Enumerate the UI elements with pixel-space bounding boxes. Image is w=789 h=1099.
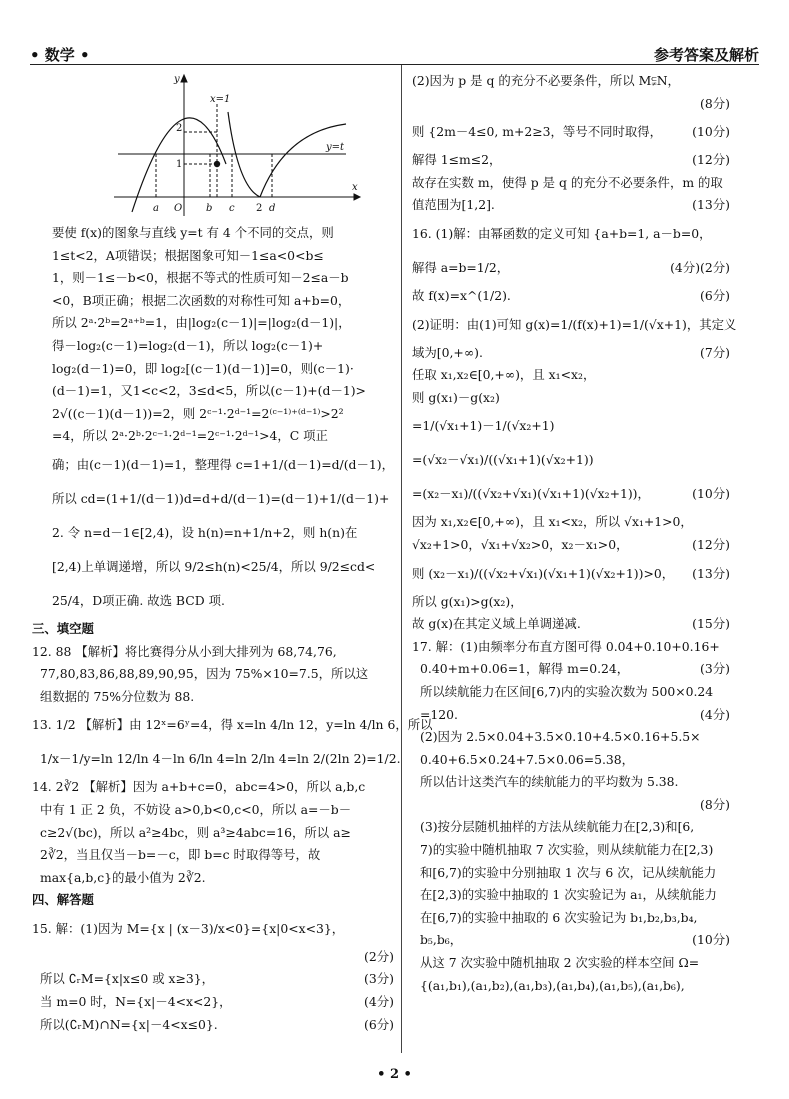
line-text: 所以 ∁ᵣM={x|x≤0 或 x≥3}， [40, 971, 215, 987]
line-text: b₅,b₆， [420, 932, 463, 948]
text-line: c≥2√(bc)，所以 a²≥4bc，则 a³≥4abc=16，所以 a≥ [40, 824, 351, 840]
line-text: 和[6,7)的实验中分别抽取 1 次与 6 次，记从续航能力 [420, 864, 717, 880]
text-line [412, 862, 730, 885]
text-line: 25/4，D项正确. 故选 BCD 项. [52, 592, 225, 608]
text-line [412, 907, 730, 930]
line-text: 则 g(x₁)－g(x₂) [412, 389, 500, 405]
text-line [32, 1014, 394, 1037]
line-text: 故 g(x)在其定义域上单调递减. [412, 616, 581, 632]
left-column [32, 222, 433, 1036]
text-line: <0，B项正确；根据二次函数的对称性可知 a+b=0， [52, 292, 351, 308]
line-text: 解得 a=b=1/2， [412, 259, 510, 275]
text-line: (d－1)=1，又1<c<2，3≤d<5，所以(c－1)+(d－1)> [52, 383, 366, 399]
text-line [412, 115, 730, 149]
graph-line-x1-label: x=1 [210, 94, 231, 105]
text-line: 1，则－1≤－b<0，根据不等式的性质可知－2≤a－b [52, 270, 349, 286]
text-line: 12. 88 【解析】将比赛得分从小到大排列为 68,74,76, [32, 643, 337, 659]
text-line [412, 342, 730, 365]
question-15-part1 [32, 912, 394, 1036]
text-line [412, 726, 730, 749]
line-text: 从这 7 次实验中随机抽取 2 次实验的样本空间 Ω= [420, 955, 700, 971]
line-text: (2)因为 p 是 q 的充分不必要条件，所以 M⫋N， [412, 73, 680, 88]
line-text: 17. 解：(1)由频率分布直方图可得 0.04+0.10+0.16+ [412, 638, 720, 654]
text-line [412, 975, 730, 998]
graph-tick-1: 1 [176, 159, 183, 170]
score: (15分) [692, 616, 730, 632]
graph-x-a: a [153, 203, 159, 214]
text-line [412, 511, 730, 534]
text-line [412, 749, 730, 772]
text-line [412, 704, 730, 727]
text-line [32, 991, 394, 1014]
text-line [412, 172, 730, 195]
text-line [412, 771, 730, 794]
graph-y-label: y [174, 74, 180, 85]
text-line [412, 477, 730, 511]
text-line [412, 149, 730, 172]
score: (6分) [364, 1016, 394, 1032]
graph-line-yt-label: y=t [326, 142, 345, 153]
score: (10分) [692, 124, 730, 140]
right-column [412, 70, 737, 997]
column-divider [401, 65, 402, 1053]
endpoint-dot [214, 161, 220, 167]
score: (13分) [692, 197, 730, 213]
graph-x-2: 2 [256, 203, 263, 214]
score: (12分) [692, 536, 730, 552]
text-line: 中有 1 正 2 负，不妨设 a>0,b<0,c<0，所以 a=－b－ [40, 801, 352, 817]
text-line [412, 534, 730, 557]
line-text: =120. [420, 706, 458, 722]
answer-title: 参考答案及解析 [653, 46, 759, 64]
score: (2分) [700, 259, 730, 275]
graph-x-d: d [269, 203, 276, 214]
text-line: 2√((c－1)(d－1))=2，则 2ᶜ⁻¹·2ᵈ⁻¹=2⁽ᶜ⁻¹⁾⁺⁽ᵈ⁻¹⁾>2² [52, 405, 344, 421]
section-heading-solutions: 四、解答题 [32, 892, 94, 908]
text-line: log₂(d－1)=0，即 log₂[(c－1)(d－1)]=0，则(c－1)· [52, 360, 354, 376]
line-text: =(√x₂－√x₁)/((√x₁+1)(√x₂+1)) [412, 452, 594, 468]
text-line [412, 308, 737, 342]
text-line [412, 194, 730, 217]
function-graph [110, 72, 370, 218]
line-text: 7)的实验中随机抽取 7 次实验，则从续航能力在[2,3) [420, 842, 714, 858]
line-text: =(x₂－x₁)/((√x₂+√x₁)(√x₁+1)(√x₂+1))， [412, 486, 650, 502]
line-text: 值范围为[1,2]. [412, 197, 495, 213]
section-heading-fill-blank: 三、填空题 [32, 620, 94, 636]
line-text: 所以续航能力在区间[6,7)内的实验次数为 500×0.24 [420, 683, 714, 699]
text-line: 得－log₂(c－1)=log₂(d－1)，所以 log₂(c－1)+ [52, 337, 324, 353]
text-line [412, 884, 730, 907]
score: (4分) [670, 259, 701, 275]
line-text: 故 f(x)=x^(1/2). [412, 287, 511, 303]
text-line [412, 636, 730, 659]
score: (4分) [364, 994, 394, 1010]
text-line: 13. 1/2 【解析】由 12ˣ=6ʸ=4，得 x=ln 4/ln 12，y=ln 4/ln 6，所以 [32, 717, 433, 733]
score: (3分) [364, 971, 394, 987]
line-text: 0.40+6.5×0.24+7.5×0.06=5.38， [420, 751, 635, 767]
text-line [412, 251, 730, 285]
text-line [32, 946, 394, 969]
text-line: 14. 2∛2 【解析】因为 a+b+c=0，abc=4>0，所以 a,b,c [32, 779, 366, 795]
page-number: • 2 • [377, 1067, 412, 1082]
line-text: 则 (x₂－x₁)/((√x₂+√x₁)(√x₁+1)(√x₂+1))>0， [412, 565, 675, 581]
text-line [412, 794, 730, 817]
text-line: 2∛2，当且仅当－b=－c，即 b=c 时取得等号，故 [40, 847, 321, 863]
text-line [412, 285, 730, 308]
score: (8分) [700, 95, 730, 111]
line-text: (2)因为 2.5×0.04+3.5×0.10+4.5×0.16+5.5× [420, 729, 701, 745]
fill-blank-solutions [32, 641, 433, 890]
line-text: 所以(∁ᵣM)∩N={x|－4<x≤0}. [40, 1016, 218, 1032]
subject-label: • 数学 • [30, 46, 90, 64]
line-text: 因为 x₁,x₂∈[0,+∞)，且 x₁<x₂，所以 √x₁+1>0， [412, 514, 693, 530]
page-header [30, 44, 759, 64]
header-rule [30, 64, 759, 65]
text-line: 1/x－1/y=ln 12/ln 4－ln 6/ln 4=ln 2/ln 4=ln 2/(2ln 2)=1/2. [40, 751, 401, 767]
text-line [412, 658, 730, 681]
text-line [412, 929, 730, 952]
score: (12分) [692, 152, 730, 168]
text-line [412, 557, 730, 591]
line-text: 所以估计这类汽车的续航能力的平均数为 5.38. [420, 774, 679, 790]
graph-x-b: b [206, 203, 213, 214]
line-text: 则 {2m－4≤0, m+2≥3，等号不同时取得， [412, 124, 663, 140]
score: (7分) [700, 344, 730, 360]
score: (10分) [692, 932, 730, 948]
text-line [412, 93, 730, 116]
graph-x-c: c [229, 203, 235, 214]
text-line: 所以 2ᵃ·2ᵇ=2ᵃ⁺ᵇ=1，由|log₂(c－1)|=|log₂(d－1)|， [52, 315, 351, 331]
line-text: =1/(√x₁+1)－1/(√x₂+1) [412, 418, 555, 434]
text-line [412, 443, 730, 477]
graph-origin: O [174, 203, 183, 214]
text-line [412, 591, 730, 614]
log-curve-right [260, 124, 346, 197]
line-text: 任取 x₁,x₂∈[0,+∞)，且 x₁<x₂， [412, 367, 596, 383]
text-line: 要使 f(x)的图象与直线 y=t 有 4 个不同的交点，则 [52, 225, 334, 240]
score: (4分) [700, 706, 730, 722]
text-line: 组数据的 75%分位数为 88. [40, 688, 195, 704]
text-line [412, 839, 730, 862]
line-text: (2)证明：由(1)可知 g(x)=1/(f(x)+1)=1/(√x+1)，其定义 [412, 316, 737, 332]
line-text: 解得 1≤m≤2， [412, 152, 502, 168]
text-line [412, 681, 730, 704]
text-line [412, 816, 730, 839]
text-line: 77,80,83,86,88,89,90,95，因为 75%×10=7.5，所以这 [40, 666, 369, 682]
text-line [412, 952, 730, 975]
line-text: 在[2,3)的实验中抽取的 1 次实验记为 a₁，从续航能力 [420, 887, 717, 903]
text-line: 确；由(c－1)(d－1)=1，整理得 c=1+1/(d－1)=d/(d－1)， [52, 456, 394, 472]
text-line: max{a,b,c}的最小值为 2∛2. [40, 869, 206, 885]
line-text: 15. 解：(1)因为 M={x | (x－3)/x<0}={x|0<x<3}， [32, 920, 345, 936]
line-text: 16. (1)解：由幂函数的定义可知 {a+b=1, a－b=0， [412, 225, 712, 241]
score: (6分) [700, 287, 730, 303]
text-line [32, 968, 394, 991]
line-text: 当 m=0 时，N={x|－4<x<2}， [40, 994, 232, 1010]
line-text: {(a₁,b₁),(a₁,b₂),(a₁,b₃),(a₁,b₄),(a₁,b₅),(a₁,b₆), [420, 977, 685, 993]
text-line [412, 364, 730, 387]
text-line [412, 387, 730, 410]
score: (13分) [692, 565, 730, 581]
line-text: 域为[0,+∞). [412, 344, 483, 360]
graph-tick-2: 2 [176, 123, 183, 134]
line-text: 所以 g(x₁)>g(x₂)， [412, 593, 523, 609]
text-line: =4，所以 2ᵃ·2ᵇ·2ᶜ⁻¹·2ᵈ⁻¹=2ᶜ⁻¹·2ᵈ⁻¹>4，C 项正 [52, 428, 328, 444]
line-text: 0.40+m+0.06=1，解得 m=0.24， [420, 661, 630, 677]
text-line: 所以 cd=(1+1/(d－1))d=d+d/(d－1)=(d－1)+1/(d－1)+ [52, 490, 390, 506]
score: (3分) [700, 661, 730, 677]
line-text: 故存在实数 m，使得 p 是 q 的充分不必要条件，m 的取 [412, 174, 723, 190]
text-line: 2. 令 n=d－1∈[2,4)，设 h(n)=n+1/n+2，则 h(n)在 [52, 524, 358, 540]
text-line [32, 912, 394, 946]
score: (2分) [364, 948, 394, 964]
text-line: 1≤t<2，A项错误；根据图象可知－1≤a<0<b≤ [52, 247, 324, 263]
graph-x-label: x [352, 182, 358, 193]
text-line [412, 409, 730, 443]
solution-11-text [52, 222, 394, 618]
line-text: (3)按分层随机抽样的方法从续航能力在[2,3)和[6, [420, 819, 695, 835]
text-line [412, 70, 730, 93]
text-line: [2,4)上单调递增，所以 9/2≤h(n)<25/4，所以 9/2≤cd< [52, 558, 376, 574]
score: (8分) [700, 796, 730, 812]
text-line [412, 613, 730, 636]
line-text: 在[6,7)的实验中抽取的 6 次实验记为 b₁,b₂,b₃,b₄, [420, 909, 698, 925]
score: (10分) [692, 486, 730, 502]
line-text: √x₂+1>0，√x₁+√x₂>0，x₂－x₁>0， [412, 536, 629, 552]
